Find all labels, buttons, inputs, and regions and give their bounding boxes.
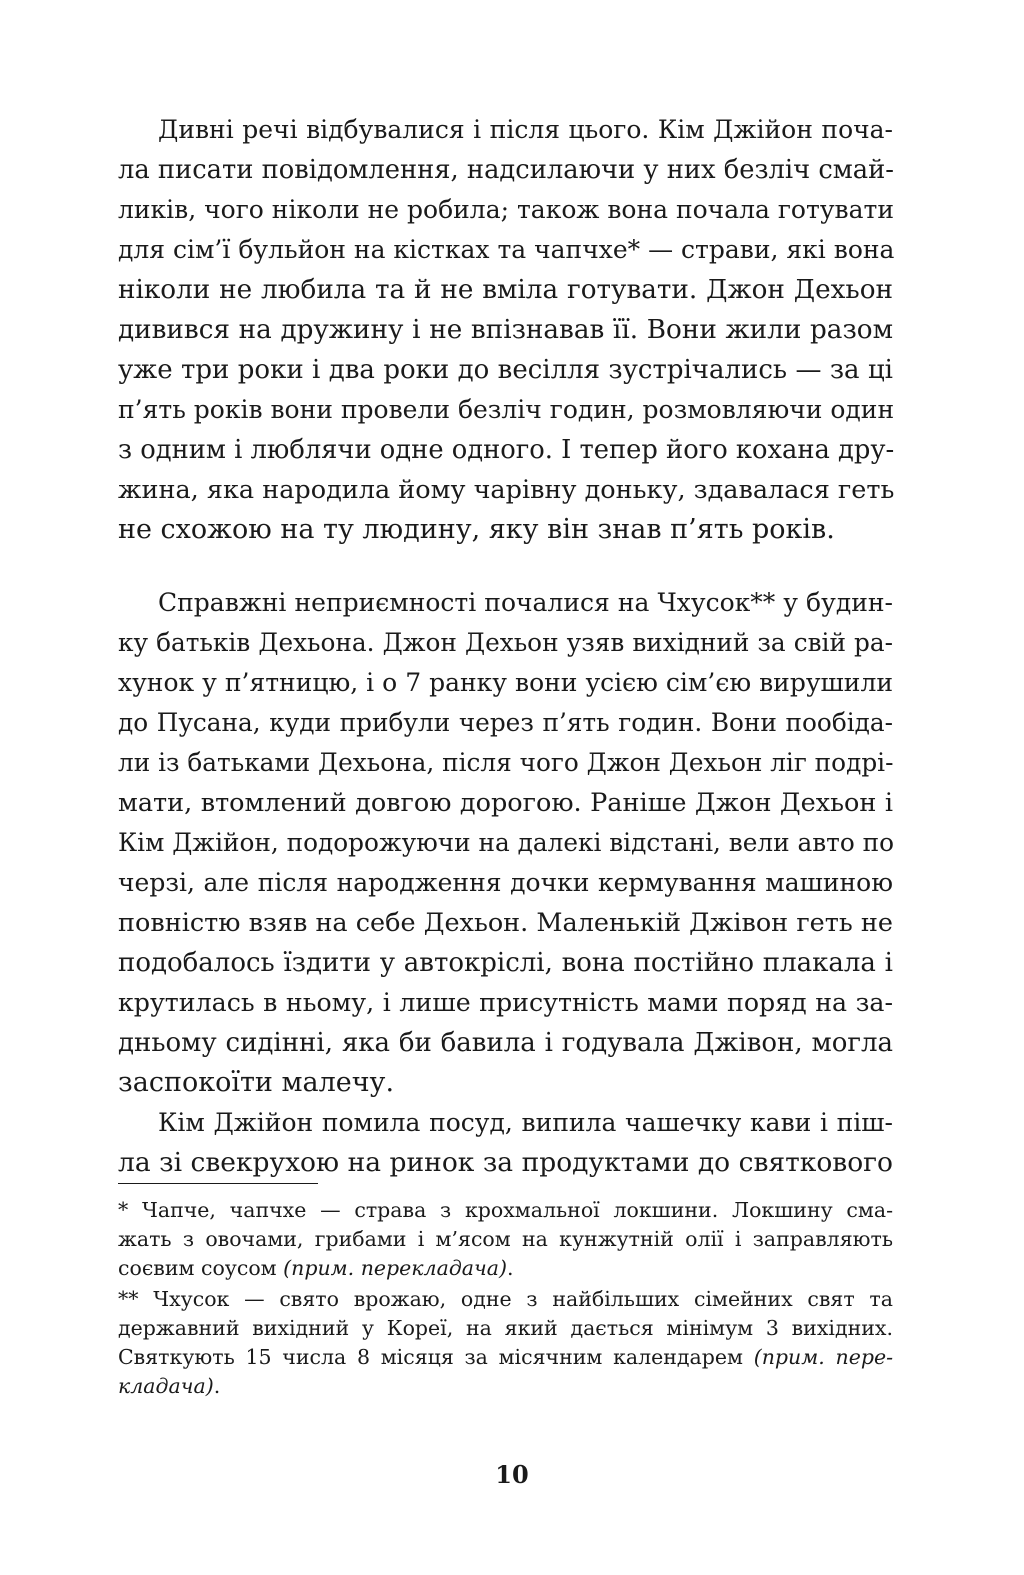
footnote-line <box>118 1254 893 1283</box>
footnote-line: * Чапче, чапчхе — страва з крохмальної локшини. Локшину сма- <box>118 1198 893 1222</box>
translator-note: (прим. пере- <box>753 1345 894 1369</box>
text-line: Справжні неприємності почалися на Чхусок** у будин- <box>158 588 893 617</box>
text-line: ликів, чого ніколи не робила; також вона почала готувати <box>118 195 895 224</box>
text-line: до Пусана, куди прибули через п’ять годин. Вони пообіда- <box>118 708 893 737</box>
translator-note: кладача) <box>118 1374 214 1398</box>
text-line: ла зі свекрухою на ринок за продуктами до святкового <box>118 1147 893 1178</box>
text-line: ла писати повідомлення, надсилаючи у них безліч смай- <box>118 155 894 185</box>
footnote-text: соєвим соусом <box>118 1256 284 1280</box>
text-line: Кім Джійон, подорожуючи на далекі відстані, вели авто по <box>118 828 894 857</box>
footnote-line: ** Чхусок — свято врожаю, одне з найбільших сімейних свят та <box>118 1287 893 1311</box>
text-line: п’ять років вони провели безліч годин, розмовляючи один <box>118 395 895 424</box>
page-number: 10 <box>495 1460 529 1489</box>
text-line: ку батьків Дехьона. Джон Дехьон узяв вихідний за свій ра- <box>118 628 893 657</box>
text-line: Кім Джійон помила посуд, випила чашечку кави і піш- <box>158 1108 893 1137</box>
footnote-rule <box>118 1183 318 1184</box>
text-line: жина, яка народила йому чарівну доньку, здавалася геть <box>118 475 895 505</box>
text-line: крутилась в ньому, і лише присутність мами поряд на за- <box>118 988 893 1017</box>
text-line: ніколи не любила та й не вміла готувати. Джон Дехьон <box>118 275 893 305</box>
text-line: подобалось їздити у автокріслі, вона постійно плакала і <box>118 948 893 978</box>
text-line: заспокоїти малечу. <box>118 1067 395 1098</box>
text-line: мати, втомлений довгою дорогою. Раніше Джон Дехьон і <box>118 788 893 818</box>
text-line: хунок у п’ятницю, і о 7 ранку вони усією сім’єю вирушили <box>118 668 893 697</box>
text-line: дньому сидінні, яка би бавила і годувала Джівон, могла <box>118 1028 893 1058</box>
text-line: ли із батьками Дехьона, після чого Джон Дехьон ліг подрі- <box>118 748 894 777</box>
footnote-line: жать з овочами, грибами і м’ясом на кунжутній олії і заправляють <box>118 1227 893 1251</box>
text-line: дивився на дружину і не впізнавав її. Вони жили разом <box>118 315 893 345</box>
text-line: черзі, але після народження дочки кермування машиною <box>118 868 893 897</box>
footnote-line <box>118 1372 893 1401</box>
footnote-text: Святкують 15 числа 8 місяця за місячним календарем <box>118 1345 754 1369</box>
translator-note: (прим. перекладача) <box>283 1256 508 1280</box>
text-line: з одним і люблячи одне одного. І тепер його кохана дру- <box>118 435 895 465</box>
footnote-line: державний вихідний у Кореї, на який дається мінімум 3 вихідних. <box>118 1316 893 1340</box>
text-line: не схожою на ту людину, яку він знав п’ять років. <box>118 514 835 545</box>
text-line: уже три роки і два роки до весілля зустрічались — за ці <box>118 355 893 385</box>
footnote-text: . <box>507 1256 514 1280</box>
text-line: для сім’ї бульйон на кістках та чапчхе* — страви, які вона <box>118 235 895 264</box>
text-line: повністю взяв на себе Дехьон. Маленькій Джівон геть не <box>118 908 893 938</box>
footnote-line <box>118 1343 893 1372</box>
text-line: Дивні речі відбувалися і після цього. Кім Джійон поча- <box>158 115 893 144</box>
footnote-text: . <box>213 1374 221 1398</box>
